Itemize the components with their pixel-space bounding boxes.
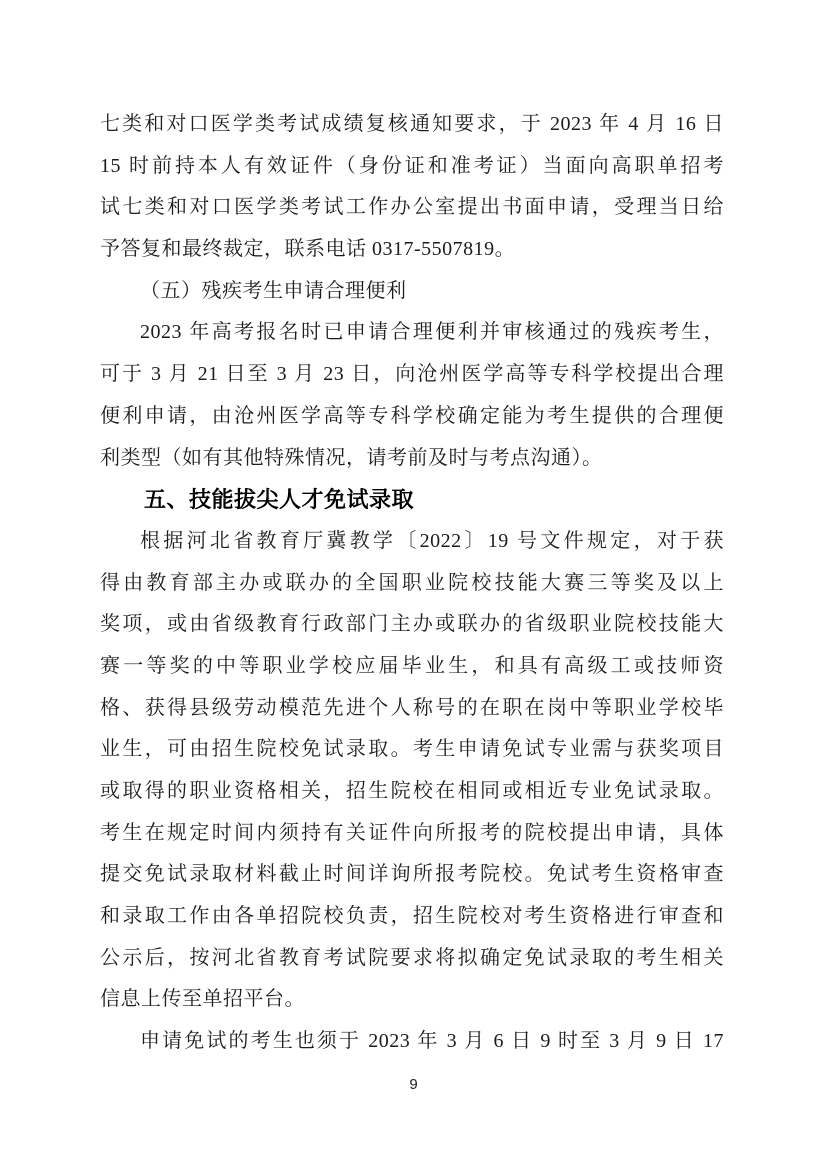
text-line: 试七类和对口医学类考试工作办公室提出书面申请，受理当日给	[100, 196, 724, 219]
text-line: 赛一等奖的中等职业学校应届毕业生，和具有高级工或技师资	[100, 654, 724, 677]
text-line: 和录取工作由各单招院校负责，招生院校对考生资格进行审查和	[100, 905, 724, 928]
text-line: 便利申请，由沧州医学高等专科学校确定能为考生提供的合理便	[100, 404, 724, 427]
text-line: 可于 3 月 21 日至 3 月 23 日，向沧州医学高等专科学校提出合理	[100, 363, 724, 386]
text-line: 提交免试录取材料截止时间详询所报考院校。免试考生资格审查	[100, 863, 724, 886]
text-line: 业生，可由招生院校免试录取。考生申请免试专业需与获奖项目	[100, 738, 724, 761]
text-line: 考生在规定时间内须持有关证件向所报考的院校提出申请，具体	[100, 821, 724, 844]
text-line: 申请免试的考生也须于 2023 年 3 月 6 日 9 时至 3 月 9 日 17	[140, 1030, 724, 1053]
text-line: 根据河北省教育厅冀教学〔2022〕19 号文件规定，对于获	[140, 529, 724, 552]
text-line: 公示后，按河北省教育考试院要求将拟确定免试录取的考生相关	[100, 946, 724, 969]
text-line: 七类和对口医学类考试成绩复核通知要求，于 2023 年 4 月 16 日	[100, 113, 724, 135]
text-line: （五）残疾考生申请合理便利	[140, 279, 407, 302]
text-line: 格、获得县级劳动模范先进个人称号的在职在岗中等职业学校毕	[100, 696, 724, 719]
text-line: 2023 年高考报名时已申请合理便利并审核通过的残疾考生，	[140, 321, 724, 344]
text-line: 得由教育部主办或联办的全国职业院校技能大赛三等奖及以上	[100, 571, 724, 594]
text-line: 或取得的职业资格相关，招生院校在相同或相近专业免试录取。	[100, 780, 724, 802]
document-body	[100, 104, 724, 1063]
text-line: 利类型（如有其他特殊情况，请考前及时与考点沟通）。	[100, 446, 603, 469]
text-line: 15 时前持本人有效证件（身份证和准考证）当面向高职单招考	[100, 154, 724, 177]
section-heading: 五、技能拔尖人才免试录取	[144, 487, 415, 513]
text-line: 信息上传至单招平台。	[100, 988, 305, 1011]
text-line: 予答复和最终裁定，联系电话 0317-5507819。	[100, 238, 516, 261]
text-line: 奖项，或由省级教育行政部门主办或联办的省级职业院校技能大	[100, 613, 724, 636]
page-number: 9	[409, 1076, 418, 1093]
